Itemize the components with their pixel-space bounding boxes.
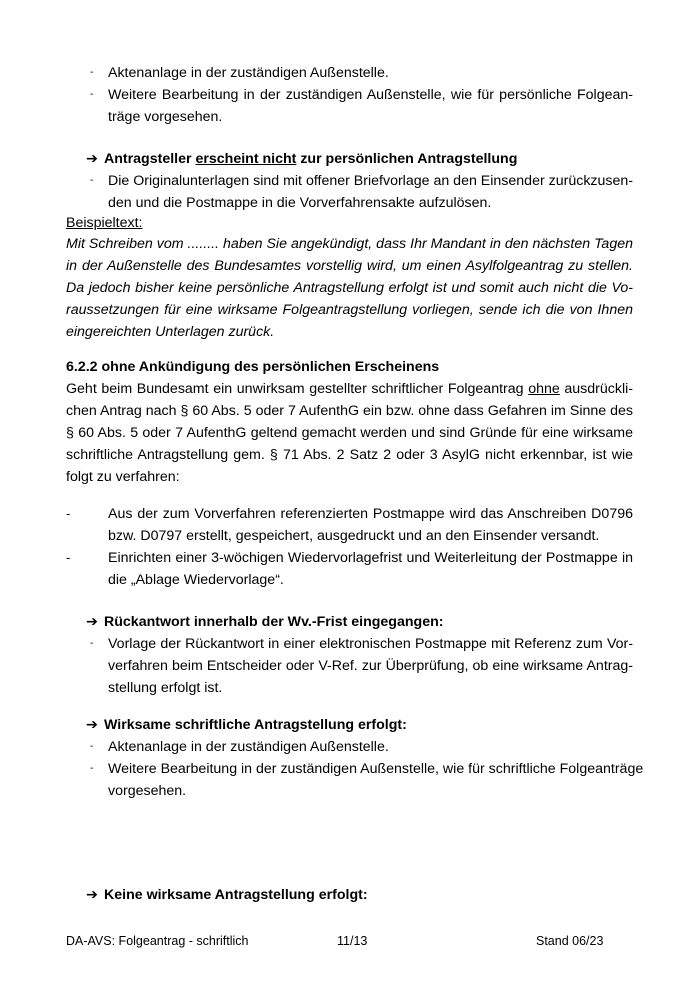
list-item: Die Originalunterlagen sind mit offener Briefvorlage an den Einsender zurückzusen- (108, 173, 633, 189)
bullet-dash: - (90, 89, 94, 100)
list-item-continued: verfahren beim Entscheider oder V-Ref. zur Überprüfung, ob eine wirksame Antrag- (108, 658, 633, 674)
subheading-no-show: ➔ Antragsteller erscheint nicht zur persönlichen Antragstellung (86, 148, 517, 170)
list-item: Weitere Bearbeitung in der zuständigen Außenstelle, wie für persönliche Folgean- (108, 87, 633, 103)
list-item-continued: bzw. D0797 erstellt, gespeichert, ausgedruckt und an den Einsender versandt. (108, 528, 600, 544)
section-paragraph-line: folgt zu verfahren: (66, 469, 180, 485)
subheading-reply-received: ➔ Rückantwort innerhalb der Wv.-Frist eingegangen: (86, 611, 443, 633)
arrow-right-icon: ➔ (86, 151, 98, 167)
bullet-dash: - (90, 175, 94, 186)
subheading-no-valid-application: ➔ Keine wirksame Antragstellung erfolgt: (86, 884, 368, 906)
list-item: Aktenanlage in der zuständigen Außenstelle. (108, 65, 389, 81)
section-paragraph-line: Geht beim Bundesamt ein unwirksam gestellter schriftlicher Folgeantrag ohne ausdrückli- (66, 381, 633, 397)
bullet-dash: - (90, 741, 94, 752)
example-text-line: eingereichten Unterlagen zurück. (66, 324, 275, 340)
list-item-continued: stellung erfolgt ist. (108, 680, 223, 696)
footer-page-number: 11/13 (337, 934, 368, 948)
list-item: Einrichten einer 3-wöchigen Wiedervorlagefrist und Weiterleitung der Postmappe in (108, 550, 633, 566)
bullet-dash: - (66, 506, 71, 521)
list-item-continued: träge vorgesehen. (108, 109, 223, 125)
list-item: Aus der zum Vorverfahren referenzierten Postmappe wird das Anschreiben D0796 (108, 506, 633, 522)
subheading-valid-application: ➔ Wirksame schriftliche Antragstellung erfolgt: (86, 714, 407, 736)
list-item-continued: den und die Postmappe in die Vorverfahrensakte aufzulösen. (108, 195, 492, 211)
list-item-continued: die „Ablage Wiedervorlage“. (108, 572, 284, 588)
example-text-line: in der Außenstelle des Bundesamtes vorstellig wird, um einen Asylfolgeantrag zu stellen. (66, 258, 633, 274)
bullet-dash: - (66, 550, 71, 565)
arrow-right-icon: ➔ (86, 614, 98, 630)
bullet-dash: - (90, 67, 94, 78)
list-item: Weitere Bearbeitung in der zuständigen Außenstelle, wie für schriftliche Folgeanträge (108, 761, 644, 777)
footer-right: Stand 06/23 (536, 934, 604, 948)
list-item-continued: vorgesehen. (108, 783, 187, 799)
arrow-right-icon: ➔ (86, 717, 98, 733)
bullet-dash: - (90, 763, 94, 774)
example-text-line: Mit Schreiben vom ........ haben Sie angekündigt, dass Ihr Mandant in den nächsten Tagen (66, 236, 633, 252)
section-paragraph-line: chen Antrag nach § 60 Abs. 5 oder 7 AufenthG ein bzw. ohne dass Gefahren im Sinne des (66, 403, 633, 419)
section-paragraph-line: schriftliche Antragstellung gem. § 71 Abs. 2 Satz 2 oder 3 AsylG nicht erkennbar, ist wie (66, 447, 633, 463)
example-label: Beispieltext: (66, 215, 143, 231)
example-text-line: raussetzungen für eine wirksame Folgeantragstellung vorliegen, sende ich die von Ihnen (66, 302, 633, 318)
section-heading: 6.2.2 ohne Ankündigung des persönlichen Erscheinens (66, 359, 440, 375)
list-item: Vorlage der Rückantwort in einer elektronischen Postmappe mit Referenz zum Vor- (108, 636, 633, 652)
list-item: Aktenanlage in der zuständigen Außenstelle. (108, 739, 389, 755)
bullet-dash: - (90, 638, 94, 649)
footer-left: DA-AVS: Folgeantrag - schriftlich (66, 934, 249, 948)
arrow-right-icon: ➔ (86, 887, 98, 903)
example-text-line: Da jedoch bisher keine persönliche Antragstellung erfolgt ist und somit auch nicht die Vo- (66, 280, 633, 296)
section-paragraph-line: § 60 Abs. 5 oder 7 AufenthG geltend gemacht werden und sind Gründe für eine wirksame (66, 425, 633, 441)
